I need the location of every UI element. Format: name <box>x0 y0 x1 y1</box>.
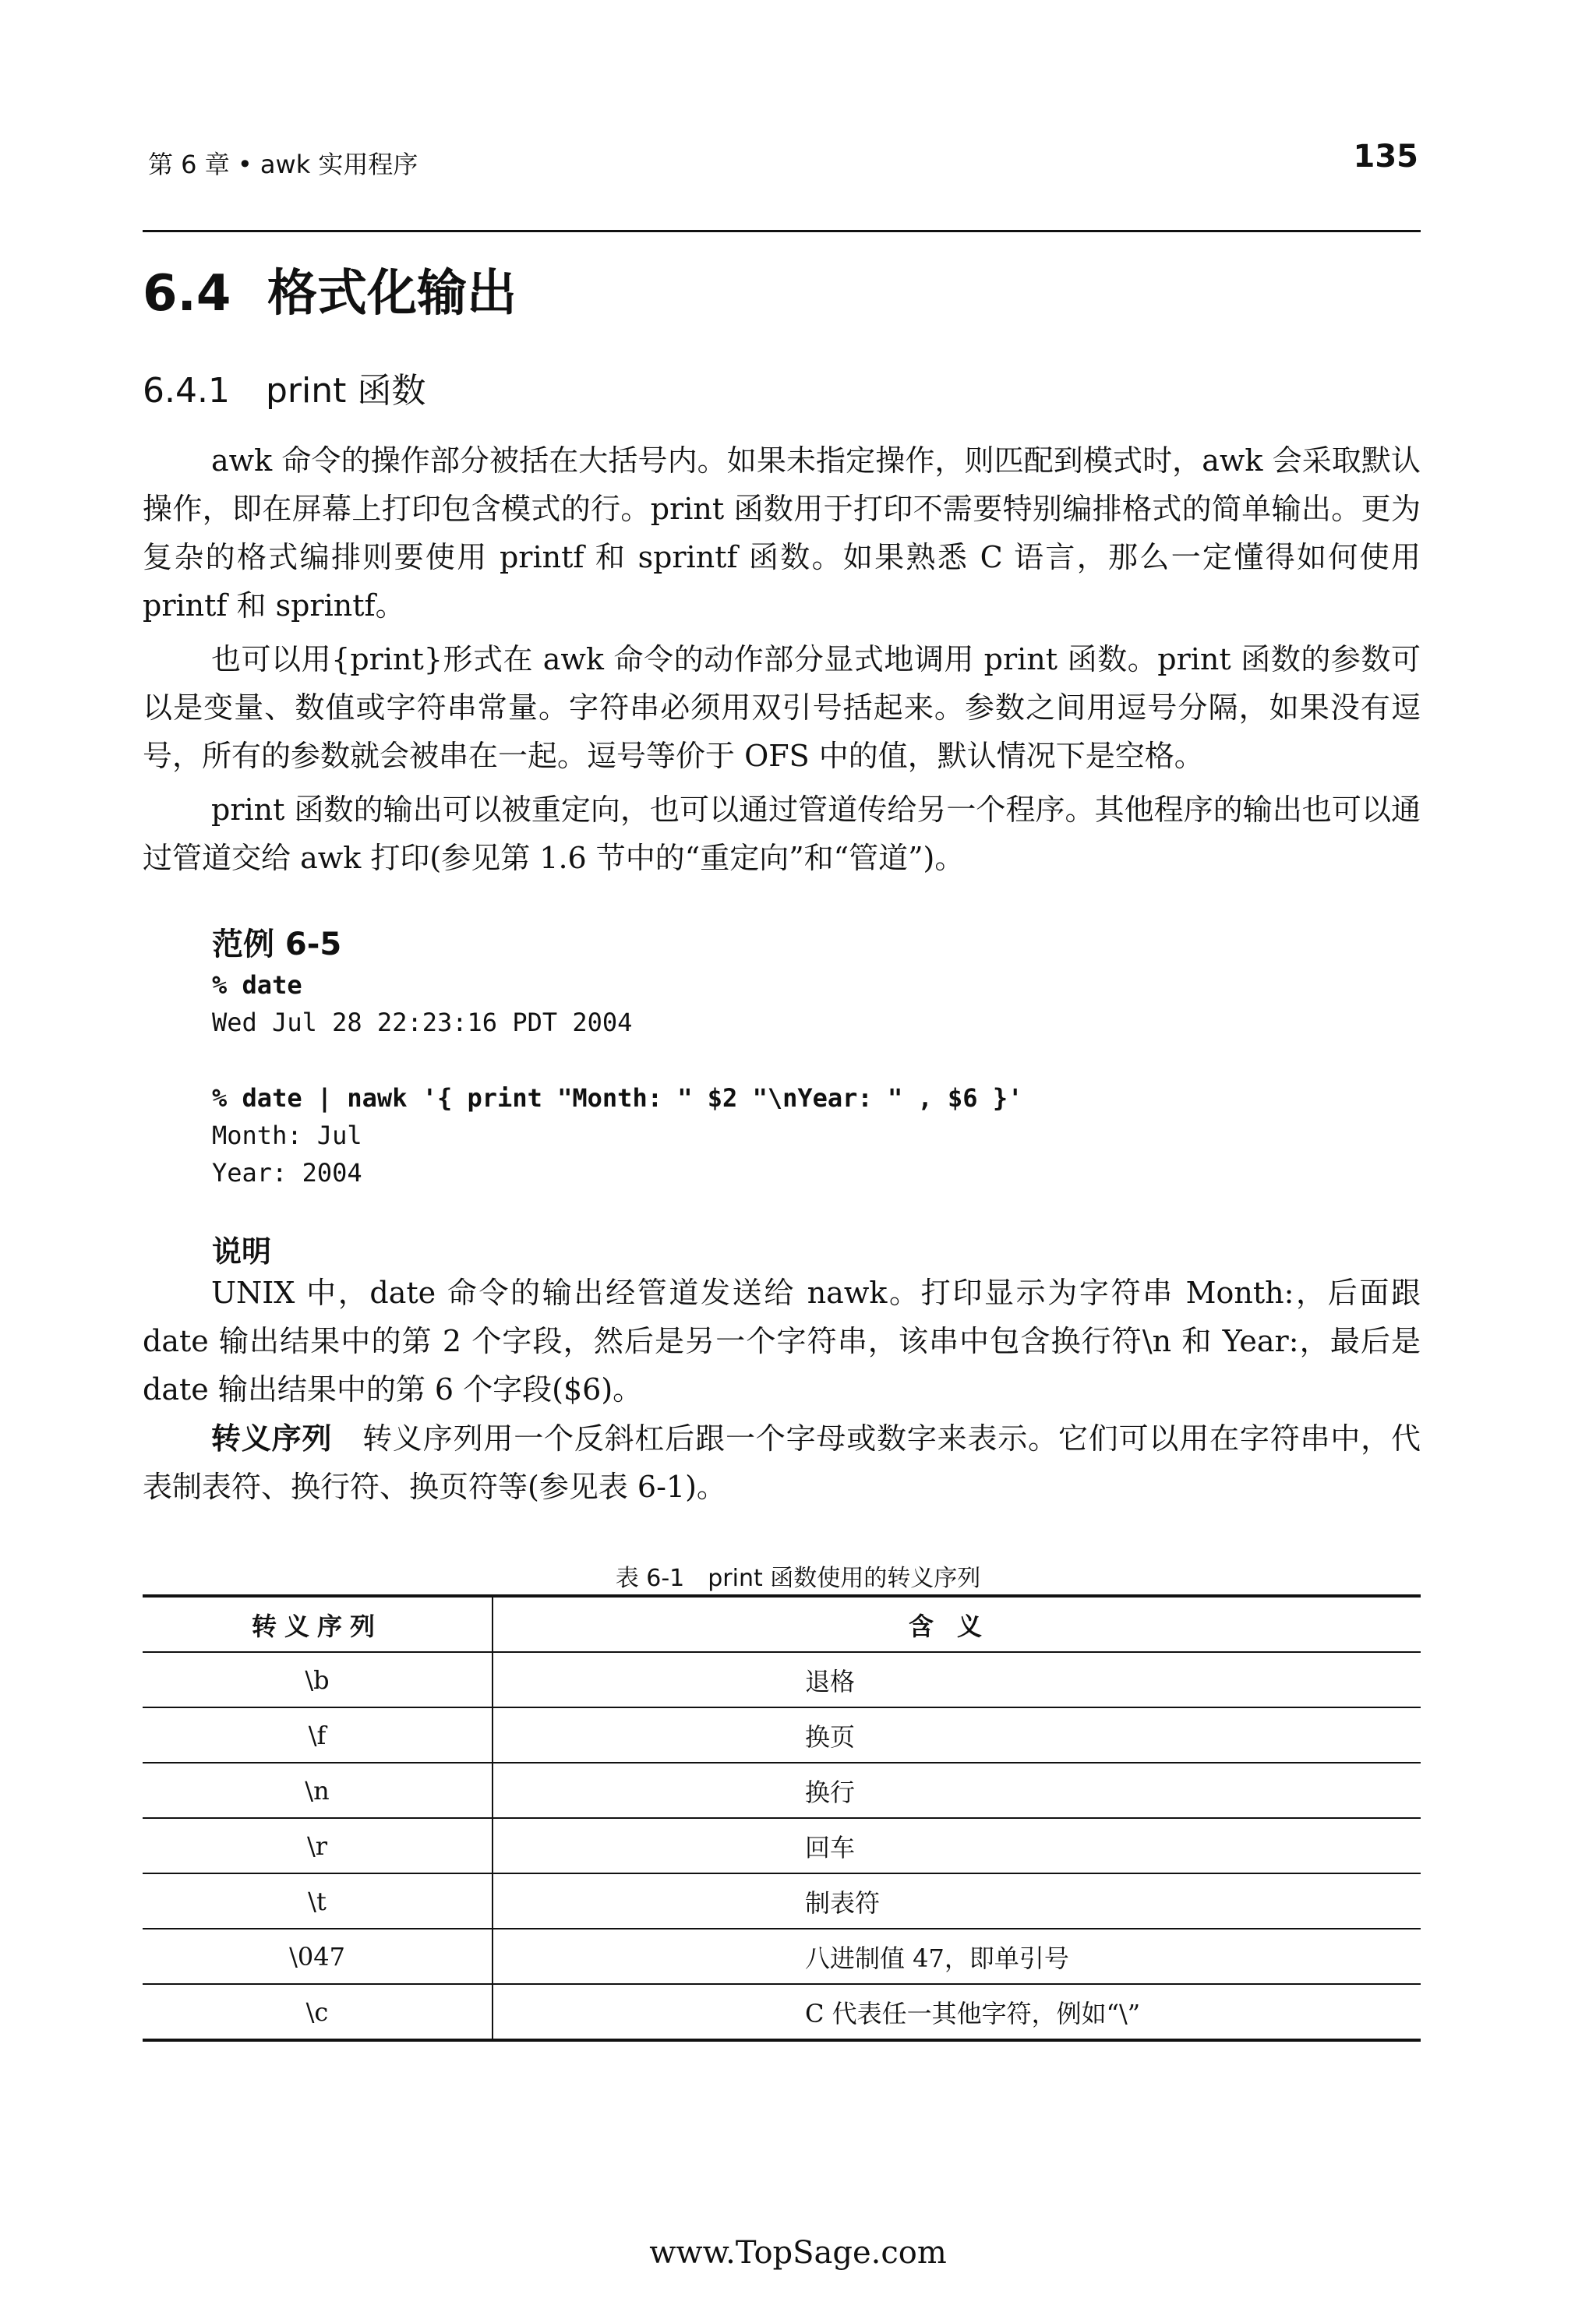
table-row <box>143 1707 1421 1763</box>
table-cell: \c <box>143 1984 493 2040</box>
table-row <box>143 1984 1421 2040</box>
header-rule <box>143 230 1421 232</box>
table-cell: 退格 <box>805 1666 856 1696</box>
page-number: 135 <box>1353 139 1418 175</box>
table-cell: \047 <box>143 1929 493 1984</box>
running-header <box>148 139 1418 185</box>
table-cell: 换行 <box>805 1777 856 1807</box>
subsection-title: print 函数 <box>266 371 426 411</box>
note-paragraph: UNIX 中，date 命令的输出经管道发送给 nawk。打印显示为字符串 Month:，后面跟 date 输出结果中的第 2 个字段，然后是另一个字符串，该串中包含换行符\n 和 Year:，最后是 date 输出结果中的第 6 个字段($6)。 <box>143 1276 1421 1407</box>
table-caption: 表 6-1 print 函数使用的转义序列 <box>615 1565 981 1592</box>
code-line: Year: 2004 <box>212 1158 362 1188</box>
table-header-row <box>143 1596 1421 1652</box>
column-header: 含义 <box>908 1611 1005 1641</box>
body-paragraph: awk 命令的操作部分被括在大括号内。如果未指定操作，则匹配到模式时，awk 会采取默认操作，即在屏幕上打印包含模式的行。print 函数用于打印不需要特别编排格式的简单输出。更为复杂的格式编排则要使用 printf 和 sprintf 函数。如果熟悉 C 语言，那么一定懂得如何使用 printf 和 sprintf。 <box>143 443 1421 623</box>
table-row <box>143 1818 1421 1873</box>
table-cell: 回车 <box>805 1832 856 1862</box>
subsection-heading <box>143 362 425 412</box>
chapter-label: 第 6 章 • awk 实用程序 <box>148 150 418 179</box>
section-number: 6.4 <box>143 265 231 323</box>
table-cell: C 代表任一其他字符，例如“\” <box>805 1998 1141 2028</box>
table-row <box>143 1929 1421 1984</box>
section-heading <box>143 253 517 325</box>
table-row <box>143 1763 1421 1818</box>
table-cell: 制表符 <box>805 1887 881 1918</box>
table-cell: 换页 <box>805 1721 856 1752</box>
body-paragraph: print 函数的输出可以被重定向，也可以通过管道传给另一个程序。其他程序的输出也可以通过管道交给 awk 打印(参见第 1.6 节中的“重定向”和“管道”)。 <box>143 793 1421 875</box>
escape-sequence-table <box>143 1594 1421 2042</box>
table-cell: \f <box>143 1707 493 1763</box>
subsection-number: 6.4.1 <box>143 371 230 411</box>
escape-sequence-paragraph <box>143 1414 1421 1511</box>
table-cell: \t <box>143 1873 493 1929</box>
code-line: % date <box>212 970 302 1000</box>
footer-url: www.TopSage.com <box>649 2235 947 2271</box>
note-label: 说明 <box>212 1234 272 1269</box>
code-line: Wed Jul 28 22:23:16 PDT 2004 <box>212 1008 633 1037</box>
example-label: 范例 6-5 <box>212 927 342 962</box>
escape-text: 转义序列用一个反斜杠后跟一个字母或数字来表示。它们可以用在字符串中，代表制表符、换行符、换页符等(参见表 6-1)。 <box>143 1421 1421 1504</box>
table-cell: \b <box>143 1652 493 1707</box>
table-cell: \n <box>143 1763 493 1818</box>
code-line: Month: Jul <box>212 1121 362 1150</box>
code-line: % date | nawk '{ print "Month: " $2 "\nYear: " , $6 }' <box>212 1083 1023 1113</box>
section-title: 格式化输出 <box>267 265 517 323</box>
table-row <box>143 1652 1421 1707</box>
table-cell: \r <box>143 1818 493 1873</box>
escape-term: 转义序列 <box>211 1421 333 1456</box>
body-paragraph: 也可以用{print}形式在 awk 命令的动作部分显式地调用 print 函数。print 函数的参数可以是变量、数值或字符串常量。字符串必须用双引号括起来。参数之间用逗号分隔，如果没有逗号，所有的参数就会被串在一起。逗号等价于 OFS 中的值，默认情况下是空格。 <box>143 642 1421 773</box>
table-row <box>143 1873 1421 1929</box>
column-header: 转义序列 <box>143 1596 493 1652</box>
table-cell: 八进制值 47，即单引号 <box>805 1943 1069 1973</box>
